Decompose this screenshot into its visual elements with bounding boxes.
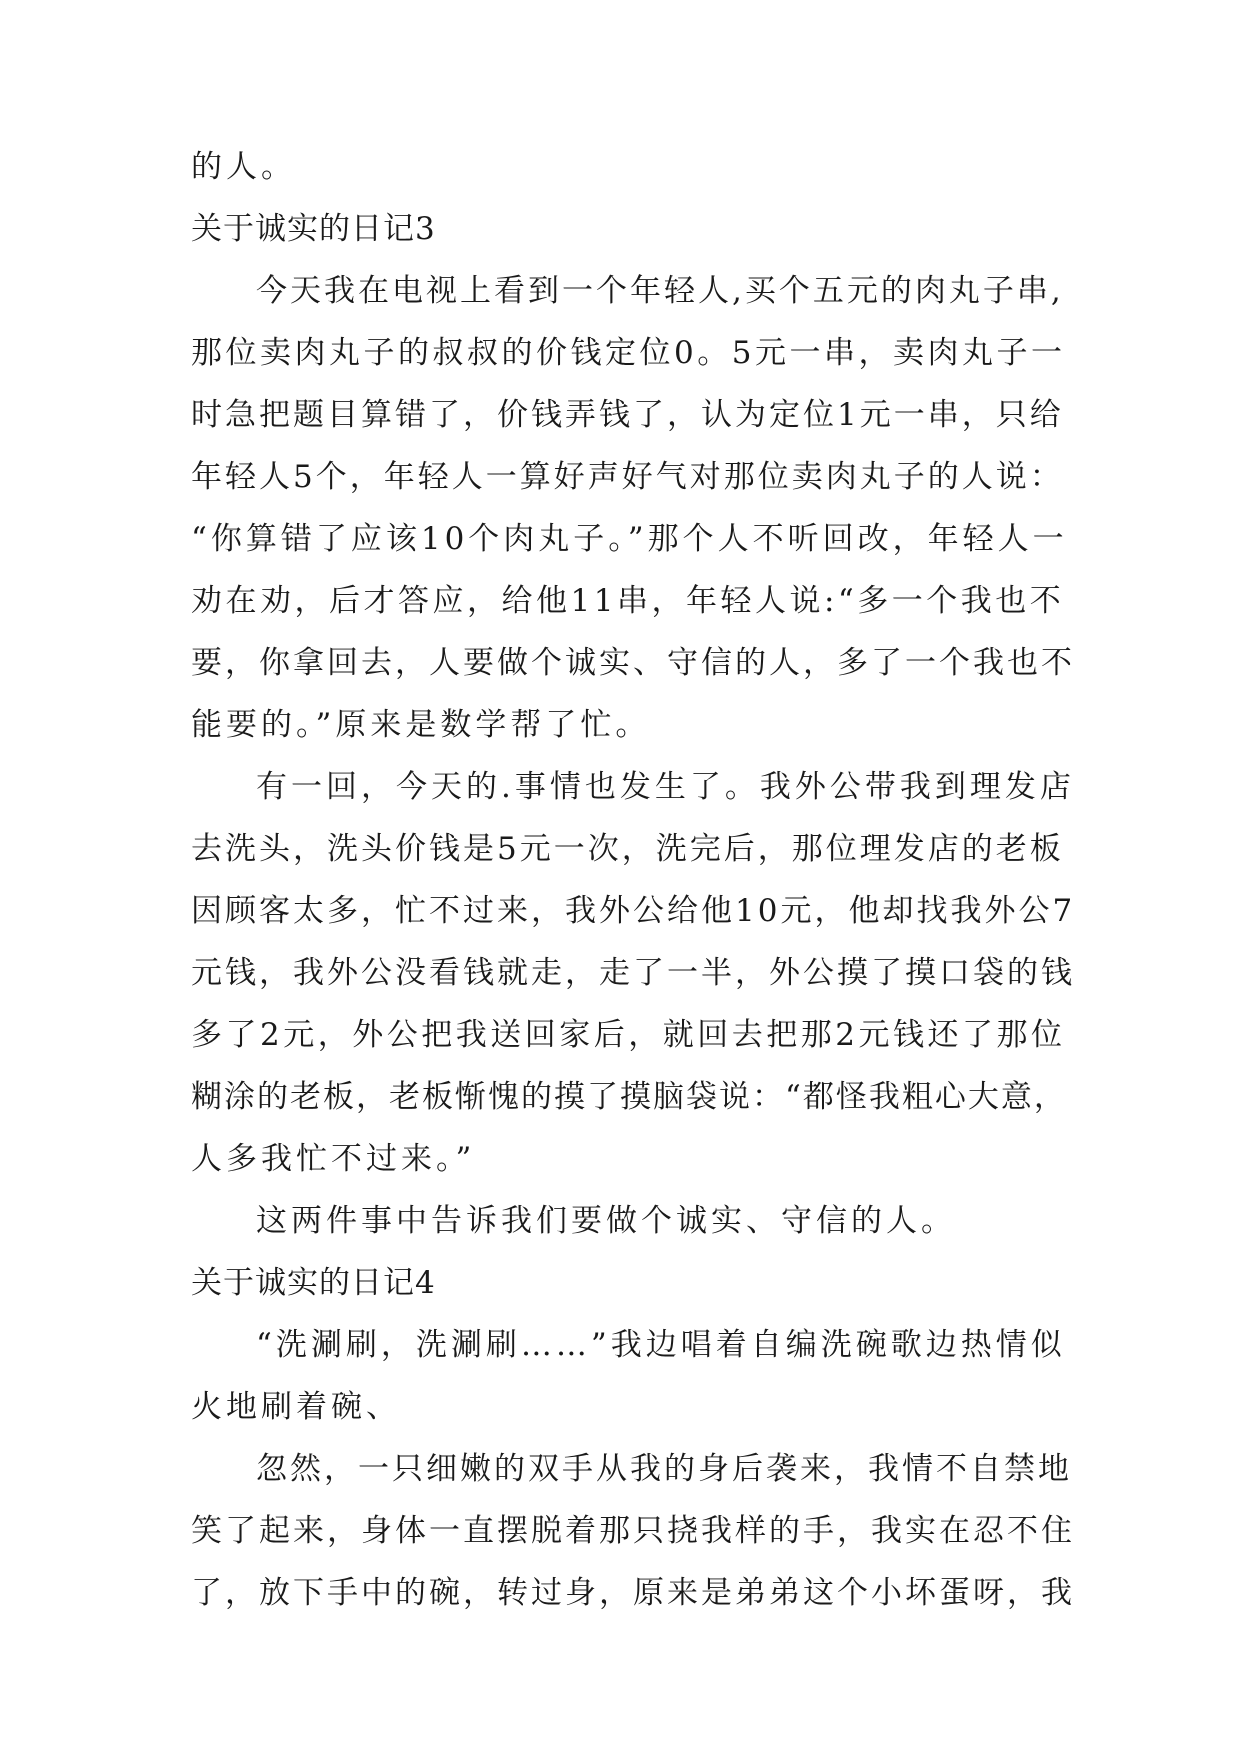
paragraph-line: 有一回，今天的.事情也发生了。我外公带我到理发店 [256, 769, 1075, 805]
paragraph-line: 去洗头，洗头价钱是5元一次，洗完后，那位理发店的老板 [191, 831, 1064, 867]
paragraph-line: 这两件事中告诉我们要做个诚实、守信的人。 [256, 1203, 956, 1239]
paragraph-line: 时急把题目算错了，价钱弄钱了，认为定位1元一串，只给 [191, 397, 1064, 433]
paragraph-line: 元钱，我外公没看钱就走，走了一半，外公摸了摸口袋的钱 [191, 955, 1075, 991]
paragraph-line: 笑了起来，身体一直摆脱着那只挠我样的手，我实在忍不住 [191, 1513, 1075, 1549]
section-heading: 关于诚实的日记4 [191, 1265, 436, 1301]
paragraph-line: 年轻人5个，年轻人一算好声好气对那位卖肉丸子的人说： [191, 459, 1064, 495]
paragraph-line: 劝在劝，后才答应，给他11串，年轻人说:“多一个我也不 [191, 583, 1065, 619]
paragraph-line: 人多我忙不过来。” [191, 1141, 476, 1177]
paragraph-line: 忽然，一只细嫩的双手从我的身后袭来，我情不自禁地 [256, 1451, 1072, 1487]
paragraph-line: “洗涮刷，洗涮刷……”我边唱着自编洗碗歌边热情似 [256, 1327, 1066, 1363]
paragraph-line: 火地刷着碗、 [191, 1389, 401, 1425]
paragraph-line: 要，你拿回去，人要做个诚实、守信的人，多了一个我也不 [191, 645, 1075, 681]
paragraph-line: 那位卖肉丸子的叔叔的价钱定位0。5元一串，卖肉丸子一 [191, 335, 1066, 371]
paragraph-line: 了，放下手中的碗，转过身，原来是弟弟这个小坏蛋呀，我 [191, 1575, 1075, 1611]
paragraph-line: 能要的。”原来是数学帮了忙。 [191, 707, 651, 743]
paragraph-line: 的人。 [191, 149, 296, 185]
section-heading: 关于诚实的日记3 [191, 211, 436, 247]
paragraph-line: “你算错了应该10个肉丸子。”那个人不听回改，年轻人一 [191, 521, 1068, 557]
paragraph-line: 因顾客太多，忙不过来，我外公给他10元，他却找我外公7 [191, 893, 1076, 929]
paragraph-line: 多了2元，外公把我送回家后，就回去把那2元钱还了那位 [191, 1017, 1066, 1053]
paragraph-line: 糊涂的老板，老板惭愧的摸了摸脑袋说：“都怪我粗心大意， [191, 1079, 1067, 1115]
paragraph-line: 今天我在电视上看到一个年轻人,买个五元的肉丸子串, [256, 273, 1064, 309]
